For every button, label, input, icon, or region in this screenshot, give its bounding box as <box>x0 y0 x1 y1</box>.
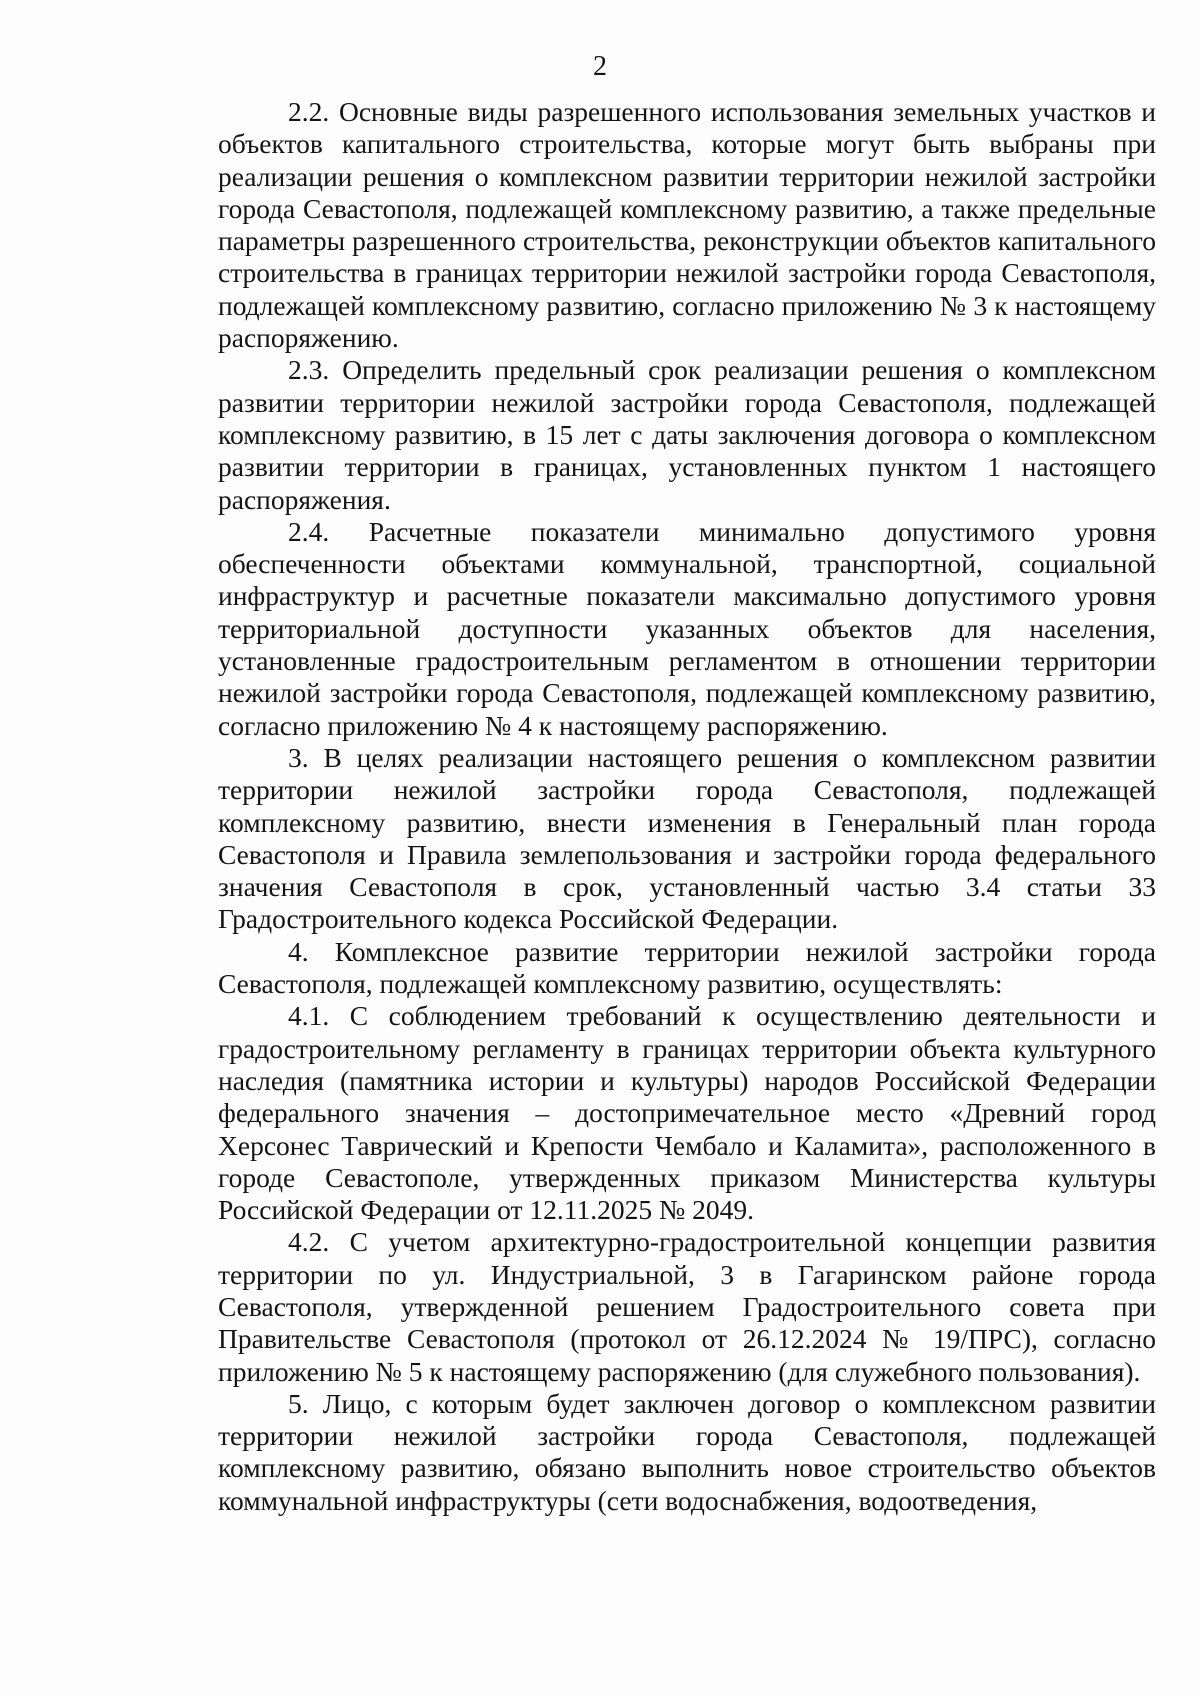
page-number: 2 <box>593 51 607 82</box>
paragraph-5: 5. Лицо, с которым будет заключен договор о комплексном развитии территории нежилой застройки города Севастополя, подлежащей комплексному развитию, обязано выполнить новое строительство объектов коммунальной инфраструктуры (сети водоснабжения, водоотведения, <box>218 1387 1156 1516</box>
paragraph-2-4: 2.4. Расчетные показатели минимально допустимого уровня обеспеченности объектами коммунальной, транспортной, социальной инфраструктур и расчетные показатели максимально допустимого уровня территориальной доступности указанных объектов для населения, установленные градостроительным регламентом в отношении территории нежилой застройки города Севастополя, подлежащей комплексному развитию, согласно приложению № 4 к настоящему распоряжению. <box>218 515 1156 741</box>
paragraph-4: 4. Комплексное развитие территории нежилой застройки города Севастополя, подлежащей комплексному развитию, осуществлять: <box>218 935 1156 1000</box>
paragraph-3: 3. В целях реализации настоящего решения о комплексном развитии территории нежилой застройки города Севастополя, подлежащей комплексному развитию, внести изменения в Генеральный план города Севастополя и Правила землепользования и застройки города федерального значения Севастополя в срок, установленный частью 3.4 статьи 33 Градостроительного кодекса Российской Федерации. <box>218 741 1156 935</box>
paragraph-4-1: 4.1. С соблюдением требований к осуществлению деятельности и градостроительному регламенту в границах территории объекта культурного наследия (памятника истории и культуры) народов Российской Федерации федерального значения – достопримечательное место «Древний город Херсонес Таврический и Крепости Чембало и Каламита», расположенного в городе Севастополе, утвержденных приказом Министерства культуры Российской Федерации от 12.11.2025 № 2049. <box>218 1000 1156 1226</box>
paragraph-4-2: 4.2. С учетом архитектурно-градостроительной концепции развития территории по ул. Индустриальной, 3 в Гагаринском районе города Севастополя, утвержденной решением Градостроительного совета при Правительстве Севастополя (протокол от 26.12.2024 № 19/ПРС), согласно приложению № 5 к настоящему распоряжению (для служебного пользования). <box>218 1226 1156 1387</box>
paragraph-2-3: 2.3. Определить предельный срок реализации решения о комплексном развитии территории нежилой застройки города Севастополя, подлежащей комплексному развитию, в 15 лет с даты заключения договора о комплексном развитии территории в границах, установленных пунктом 1 настоящего распоряжения. <box>218 354 1156 515</box>
document-body <box>218 96 1156 1517</box>
paragraph-2-2: 2.2. Основные виды разрешенного использования земельных участков и объектов капитального строительства, которые могут быть выбраны при реализации решения о комплексном развитии территории нежилой застройки города Севастополя, подлежащей комплексному развитию, а также предельные параметры разрешенного строительства, реконструкции объектов капитального строительства в границах территории нежилой застройки города Севастополя, подлежащей комплексному развитию, согласно приложению № 3 к настоящему распоряжению. <box>218 96 1156 354</box>
